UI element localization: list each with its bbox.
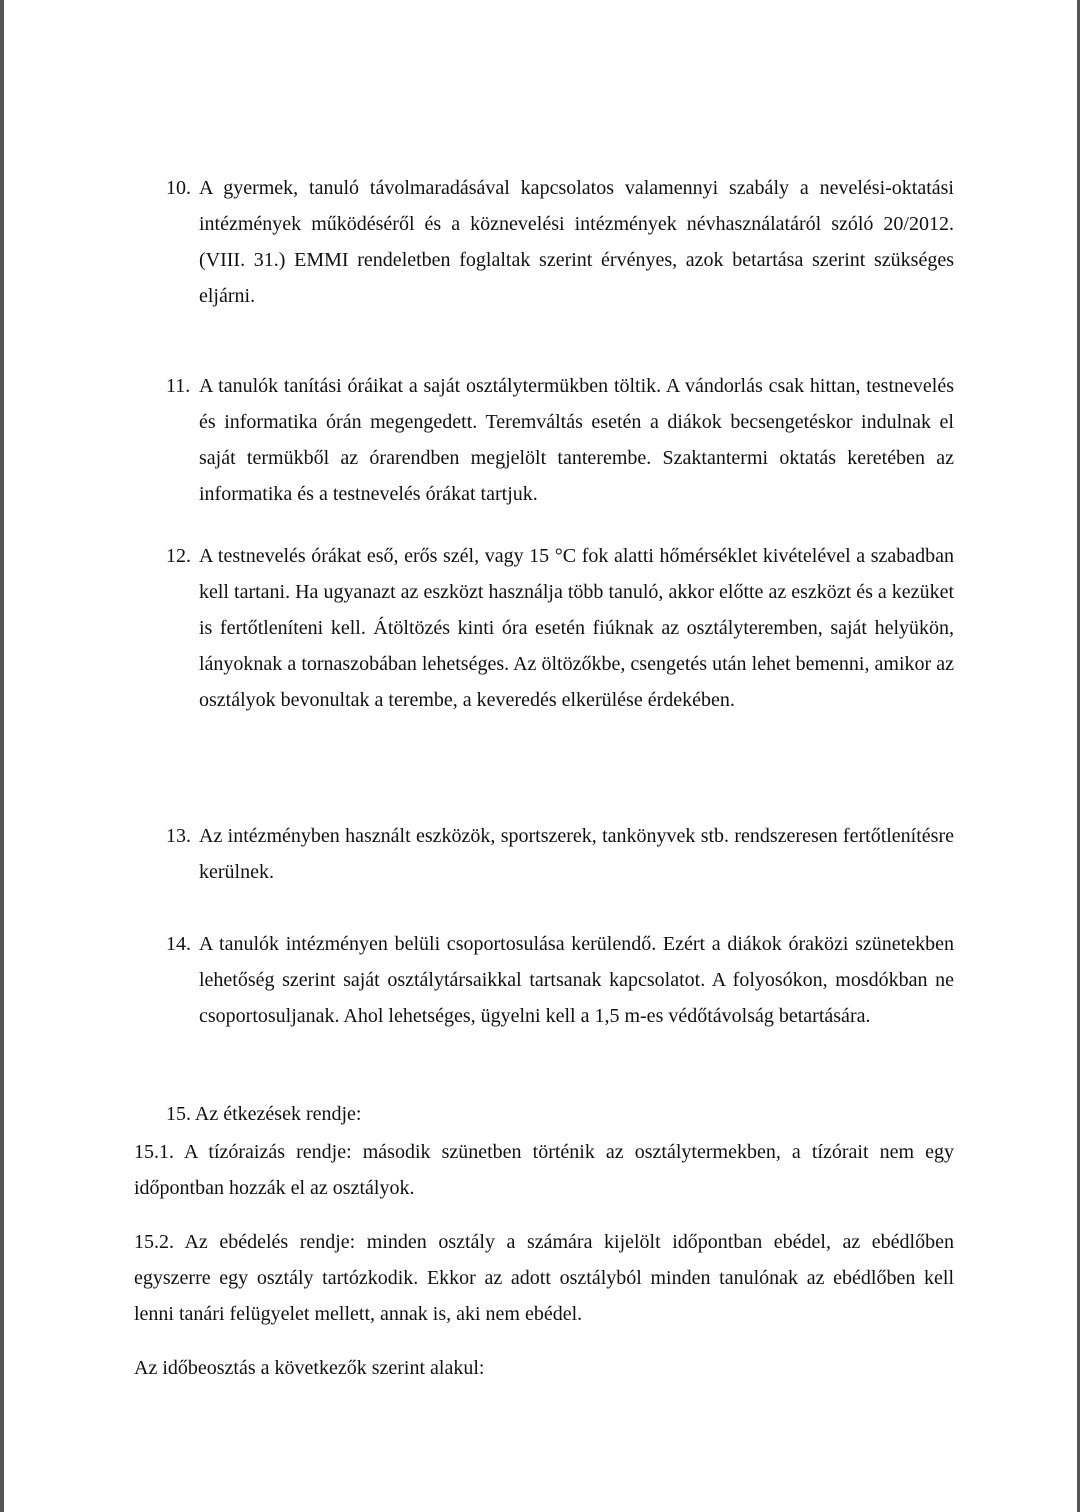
item-text: Az intézményben használt eszközök, sportszerek, tankönyvek stb. rendszeresen fertőtlenítésre kerülnek.: [199, 825, 954, 883]
item-number: 13.: [166, 825, 191, 847]
list-item-14: [166, 926, 954, 1034]
item-text: A tanulók intézményen belüli csoportosulása kerülendő. Ezért a diákok óraközi szünetekben lehetőség szerint saját osztálytársaikkal tartsanak kapcsolatot. A folyosókon, mosdókban ne csoportosuljanak. Ahol lehetséges, ügyelni kell a 1,5 m-es védőtávolság betartására.: [199, 933, 954, 1027]
paragraph-15-1: 15.1. A tízóraizás rendje: második szünetben történik az osztálytermekben, a tízórait nem egy időpontban hozzák el az osztályok.: [134, 1141, 954, 1199]
list-item-12: [166, 538, 954, 718]
item-text: A gyermek, tanuló távolmaradásával kapcsolatos valamennyi szabály a nevelési-oktatási intézmények működéséről és a köznevelési intézmények névhasználatáról szóló 20/2012. (VIII. 31.) EMMI rendeletben foglaltak szerint érvényes, azok betartása szerint szükséges eljárni.: [199, 177, 954, 307]
list-item-10: [166, 170, 954, 314]
item-number: 12.: [166, 545, 191, 567]
item-number: 11.: [166, 375, 191, 397]
list-item-11: [166, 368, 954, 512]
paragraph-15-2: 15.2. Az ebédelés rendje: minden osztály a számára kijelölt időpontban ebédel, az ebédlőben egyszerre egy osztály tartózkodik. Ekkor az adott osztályból minden tanulónak az ebédlőben kell lenni tanári felügyelet mellett, annak is, aki nem ebédel.: [134, 1231, 954, 1325]
item-number: 14.: [166, 933, 191, 955]
item-text: A testnevelés órákat eső, erős szél, vagy 15 °C fok alatti hőmérséklet kivételével a szabadban kell tartani. Ha ugyanazt az eszközt használja több tanuló, akkor előtte az eszközt és a kezüket is fertőtleníteni kell. Átöltözés kinti óra esetén fiúknak az osztályteremben, saját helyükön, lányoknak a tornaszobában lehetséges. Az öltözőkbe, csengetés után lehet bemenni, amikor az osztályok bevonultak a terembe, a keveredés elkerülése érdekében.: [199, 545, 954, 711]
section-15-heading: 15. Az étkezések rendje:: [166, 1103, 362, 1125]
list-item-13: [166, 818, 954, 890]
item-number: 10.: [166, 177, 191, 199]
item-text: A tanulók tanítási óráikat a saját osztálytermükben töltik. A vándorlás csak hittan, testnevelés és informatika órán megengedett. Teremváltás esetén a diákok becsengetéskor indulnak el saját termükből az órarendben megjelölt tanterembe. Szaktantermi oktatás keretében az informatika és a testnevelés órákat tartjuk.: [199, 375, 954, 505]
paragraph-timing-intro: Az időbeosztás a következők szerint alakul:: [134, 1357, 485, 1379]
